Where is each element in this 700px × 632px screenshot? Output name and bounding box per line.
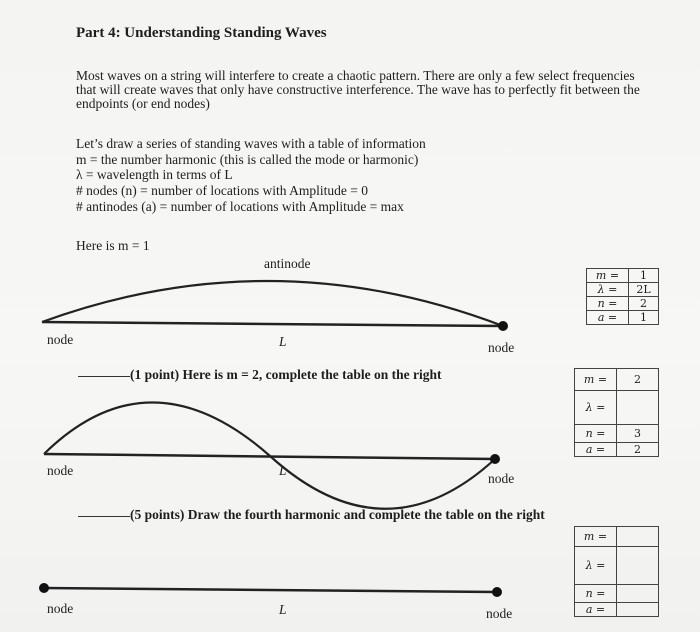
question-3-text: (5 points) Draw the fourth harmonic and complete the table on the right bbox=[130, 507, 545, 522]
end-node-dot-3-left bbox=[39, 583, 49, 593]
question-2-text: (1 point) Here is m = 2, complete the table on the right bbox=[130, 367, 442, 382]
table-m1-key-n: n = bbox=[587, 297, 629, 311]
table-m1-n: 2 bbox=[629, 297, 659, 311]
end-node-dot-1 bbox=[498, 321, 508, 331]
node-label-right-1: node bbox=[488, 340, 515, 355]
node-label-left-2: node bbox=[47, 463, 74, 478]
table-m2-n: 3 bbox=[617, 425, 659, 443]
length-label-2: L bbox=[279, 463, 287, 478]
definition-m: m = the number harmonic (this is called the mode or harmonic) bbox=[76, 152, 419, 167]
definition-lambda: λ = wavelength in terms of L bbox=[76, 167, 233, 182]
end-node-dot-3-right bbox=[492, 587, 502, 597]
antinode-label: antinode bbox=[264, 256, 311, 271]
table-m1-key-a: a = bbox=[587, 311, 629, 325]
table-m2-m: 2 bbox=[617, 369, 659, 391]
wave-diagram-m4 bbox=[39, 583, 502, 597]
table-m1-lambda: 2L bbox=[629, 283, 659, 297]
wave-diagram-m2 bbox=[44, 402, 500, 508]
string-line-1 bbox=[42, 322, 503, 326]
standing-wave-m2-upper bbox=[44, 402, 270, 456]
string-line-3 bbox=[44, 588, 497, 592]
table-m2-key-a: a = bbox=[575, 443, 617, 457]
table-m1-key-lambda: λ = bbox=[587, 283, 629, 297]
table-m2-key-lambda: λ = bbox=[575, 391, 617, 425]
section-title: Part 4: Understanding Standing Waves bbox=[76, 25, 327, 41]
end-node-dot-2 bbox=[490, 454, 500, 464]
definition-antinodes: # antinodes (a) = number of locations with Amplitude = max bbox=[76, 199, 404, 214]
definition-nodes: # nodes (n) = number of locations with Amplitude = 0 bbox=[76, 183, 368, 198]
table-m4-key-lambda: λ = bbox=[575, 547, 617, 585]
intro-line-2: that will create waves that only have constructive interference. The wave has to perfectly fit between the bbox=[76, 82, 640, 97]
node-label-left-1: node bbox=[47, 332, 74, 347]
standing-wave-m1 bbox=[42, 281, 503, 326]
node-label-right-3: node bbox=[486, 606, 513, 621]
table-m2-key-n: n = bbox=[575, 425, 617, 443]
node-label-right-2: node bbox=[488, 471, 515, 486]
wave-diagram-m1 bbox=[42, 281, 508, 331]
table-m4-key-a: a = bbox=[575, 603, 617, 617]
table-m1-m: 1 bbox=[629, 269, 659, 283]
length-label-1: L bbox=[279, 334, 287, 349]
node-label-left-3: node bbox=[47, 601, 74, 616]
table-m1-key-m: m = bbox=[587, 269, 629, 283]
table-m4-key-n: n = bbox=[575, 585, 617, 603]
definitions-intro: Let’s draw a series of standing waves with a table of information bbox=[76, 136, 426, 151]
intro-line-1: Most waves on a string will interfere to create a chaotic pattern. There are only a few select frequencies bbox=[76, 68, 635, 83]
table-m4-key-m: m = bbox=[575, 527, 617, 547]
table-m2-key-m: m = bbox=[575, 369, 617, 391]
table-m1-a: 1 bbox=[629, 311, 659, 325]
intro-line-3: endpoints (or end nodes) bbox=[76, 96, 210, 111]
standing-wave-m2-lower bbox=[270, 456, 495, 509]
length-label-3: L bbox=[279, 602, 287, 617]
table-m2-a: 2 bbox=[617, 443, 659, 457]
here-m1-label: Here is m = 1 bbox=[76, 238, 150, 253]
